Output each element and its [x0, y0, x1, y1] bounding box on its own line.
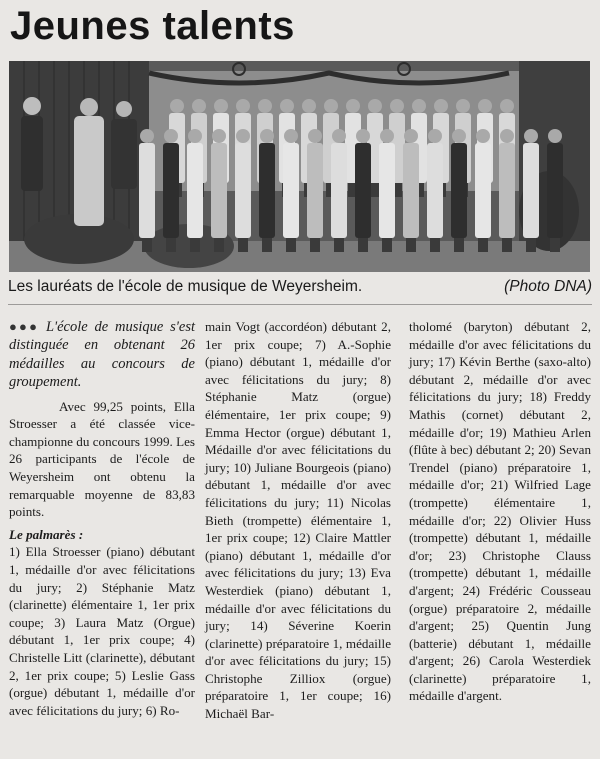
group-photo — [9, 61, 590, 272]
lead-bullets: ●●● — [9, 319, 40, 334]
palmares-list-part-1: 1) Ella Stroesser (piano) débutant 1, médaille d'or avec félicitations du jury; 2) Stéphanie Matz (clarinette) élémentaire 1, 1er prix coupe; 3) Laura Matz (Orgue) débutant 1, 1er prix coupe; 4) Christelle Litt (clarinette), débutant 2, 1er prix coupe; 5) Leslie Gass (orgue) débutant 1, médaille d'or avec félicitations du jury; 6) Ro- — [9, 544, 195, 718]
palmares-heading: Le palmarès : — [9, 526, 84, 542]
headline: Jeunes talents — [10, 4, 295, 48]
article-paragraph: Avec 99,25 points, Ella Stroesser a été classée vice-championne du concours 1999. Les 26 participants de l'école de Weyersheim ont obtenu la remarquable moyenne de 83,83 points. — [9, 398, 195, 520]
lead-text: L'école de musique s'est distinguée en obtenant 26 médailles au concours de groupement. — [9, 319, 195, 391]
article-lead — [9, 318, 195, 392]
caption-text: Les lauréats de l'école de musique de Weyersheim. — [8, 278, 363, 295]
palmares-list-part-2: main Vogt (accordéon) débutant 2, 1er prix coupe; 7) A.-Sophie (piano) débutant 1, médaille d'or avec félicitations du jury; 8) Stéphanie Matz (orgue) élémentaire, 1er prix coupe; 9) Emma Hector (orgue) débutant 1, Médaille d'or avec félicitations du jury; 10) Juliane Bourgeois (piano) débutant 1, médaille d'or avec félicitations du jury; 11) Nicolas Bieth (trompette) élémentaire 1, 1er prix coupe; 12) Claire Mattler (piano) débutant 1, médaille d'or avec félicitations du jury; 13) Eva Westerdiek (piano) débutant 1, médaille d'or avec félicitations du jury; 14) Séverine Koerin (clarinette) préparatoire 1, médaille d'or avec félicitations du jury; 15) Christophe Zilliox (orgue) préparatoire 1, 1er coupe; 16) Michaël Bar- — [205, 319, 391, 722]
photo-caption — [8, 278, 592, 296]
article-column-1 — [9, 318, 195, 719]
photo-credit: (Photo DNA) — [504, 278, 592, 295]
article-column-3 — [409, 318, 591, 705]
palmares-list-part-3: tholomé (baryton) débutant 2, médaille d'or avec félicitations du jury; 17) Kévin Berthe (saxo-alto) débutant 2, médaille d'or avec félicitations du jury; 18) Freddy Mathis (cornet) débutant 2, médaille d'or; 19) Mathieu Arlen (flûte à bec) débutant 2; 20) Sevan Trendel (piano) préparatoire 1, médaille d'or; 21) Wilfried Lage (trompette) élémentaire 1, médaille d'or; 22) Olivier Huss (trompette) débutant 1, médaille d'or; 23) Christophe Clauss (trompette) débutant 1, médaille d'argent; 24) Frédéric Cousseau (orgue) préparatoire 2, médaille d'argent; 25) Quentin Jung (batterie) débutant 1, médaille d'argent; 26) Carola Westerdiek (clarinette) préparatoire 1, médaille d'argent. — [409, 319, 591, 704]
article-column-2 — [205, 318, 391, 723]
divider — [8, 304, 592, 305]
